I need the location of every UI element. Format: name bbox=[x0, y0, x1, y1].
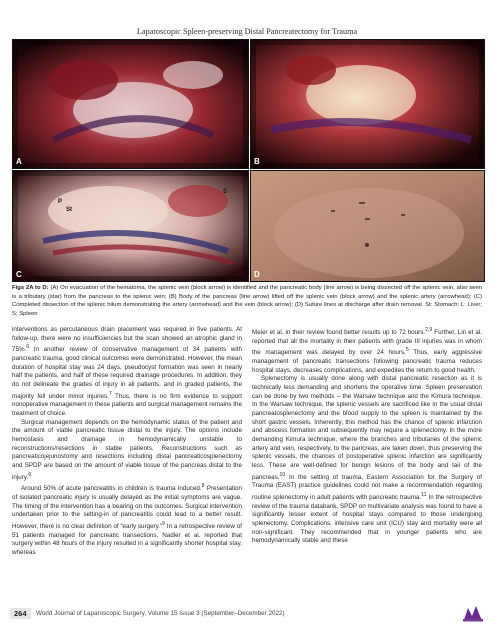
panel-label-c: C bbox=[16, 270, 22, 279]
tag-stomach: St bbox=[66, 207, 72, 213]
figure-caption bbox=[12, 284, 482, 318]
right-column bbox=[252, 326, 482, 546]
caption-prefix: Figs 2A to D: bbox=[12, 285, 49, 291]
figure-panel-a bbox=[12, 39, 249, 169]
panel-label-b: B bbox=[254, 157, 260, 166]
left-column bbox=[12, 326, 242, 558]
page-footer bbox=[0, 604, 494, 624]
left-paragraph-3: Around 50% of acute pancreatitis in children is trauma induced.$^8$ Presentation of isolated pancreatic injury is usually delayed as the initial symptoms are vague. The timing of the intervention has a bearing on the outcomes. Surgical intervention undertaken prior to the setting-in of pancreatitis could lead to a better result. However, there is no clear definition of “early surgery.”$^9$ In a retrospective review of 51 patients managed for pancreatic transections, Nadler et al. reported that surgery within 48 hours of the injury resulted in a significantly shorter hospital stay, whereas bbox=[12, 483, 242, 557]
running-head: Laparoscopic Spleen-preserving Distal Pancreatectomy for Trauma bbox=[136, 27, 358, 36]
figure-panel-d bbox=[250, 170, 485, 282]
figure-panel-b bbox=[250, 39, 485, 169]
left-paragraph-1: interventions as percutaneous drain placement was required in five patients. At follow-up, there were no insufficiencies but the scan showed an atrophic gland in 75%.$^6$ In another review of conservative management of 34 patients with pancreatic trauma, good clinical outcomes were demonstrated. However, the mean duration of hospital stay was 24 days, pseudocyst formation was seen in nearly half the patients, and half of these required drainage procedures. In addition, they do not delineate the grades of injury in all patients, and in graded patients, the majority fell under minor injuries.$^7$ Thus, there is no firm evidence to support nonoperative management in these patients and surgical management remains the treatment of choice. bbox=[12, 326, 242, 418]
caption-text: (A) On evacuation of the hematoma, the splenic vein (block arrow) is identified and the pancreatic body (line arrow) is being dissected off the splenic vein, also seen is a tributary (star) from the pancreas to the splenic vein; (B) Body of the pancreas (line arrow) lifted off the splenic vein (block arrow) and the splenic artery (arrowhead); (C) Completed dissection of the splenic hilum demonstrating the artery (arrowhead) and the vein (block arrow); (D) Suture lines at discharge after drain removal. St: Stomach; L: Liver; S: Spleen bbox=[12, 285, 482, 317]
page-number: 264 bbox=[10, 608, 31, 619]
figure-panel-c bbox=[12, 170, 249, 282]
tag-spleen: S bbox=[223, 189, 228, 195]
abdomen-photo-d bbox=[251, 171, 484, 281]
surgical-photo-a bbox=[13, 40, 248, 168]
left-paragraph-2: Surgical management depends on the hemodynamic status of the patient and the amount of viable pancreatic tissue distal to the injury. The options include hemostasis and drainage in hemodynamically unstable to reconstructions/resections in stable patients. Reconstructions such as pancreaticojejunostomy and resections including distal pancreaticosplenectomy and SPDP are based on the amount of viable tissue of the pancreas distal to the injury.$^6$ bbox=[12, 418, 242, 481]
panel-label-d: D bbox=[254, 270, 260, 279]
tag-pancreas: P bbox=[58, 199, 63, 205]
surgical-photo-c bbox=[13, 171, 248, 281]
publisher-logo-icon bbox=[462, 604, 484, 622]
right-paragraph-2: Splenectomy is usually done along with distal pancreatic resection as it is technically less demanding and shortens the operative time. Spleen preservation can be done by two methods – the Warsaw technique and the Kimura technique. In the Warsaw technique, the splenic vessels are sacrificed like in the usual distal pancreatosplenectomy and the blood supply to the spleen is maintained by the short gastric vessels. Inherently, this method has the chance of splenic infarction and abscess formation and subsequently may require a splenectomy. In the more demanding Kimura technique, where the branches and tributaries of the splenic artery and vein, respectively, to the pancreas, are taken down, thus preserving the splenic vessels, the chances of postoperative splenic infarction are significantly less. These are well-defined for benign lesions of the body and tail of the pancreas.$^{10}$ In the setting of trauma, Eastern Association for the Surgery of Trauma (EAST) practice guidelines could not make a recommendation regarding routine splenectomy in adult patients with pancreatic trauma.$^{11}$ In the retrospective review of the trauma databank, SPDP on multivariate analysis was found to have a significantly lesser extent of hospital stays compared to those undergoing splenectomy. Complications, intensive care unit (ICU) stay and mortality were all non-significant. They recommended that in younger patients who are hemodynamically stable and these bbox=[252, 375, 482, 545]
surgical-photo-b bbox=[251, 40, 484, 168]
right-paragraph-1: Meier et al. in their review found better results up to 72 hours.$^{2,9}$ Further, Lin et al. reported that all the mortality in their patients with grade III injuries was in whom the management was delayed by over 24 hours.$^5$ Thus, early aggressive management of pancreatic transections following pancreatic trauma reduces hospital stays, decreases complications, and expedites the return to good health. bbox=[252, 327, 483, 374]
panel-label-a: A bbox=[16, 157, 22, 166]
journal-citation: World Journal of Laparoscopic Surgery, Volume 15 Issue 3 (September–December 2022) bbox=[36, 610, 285, 617]
